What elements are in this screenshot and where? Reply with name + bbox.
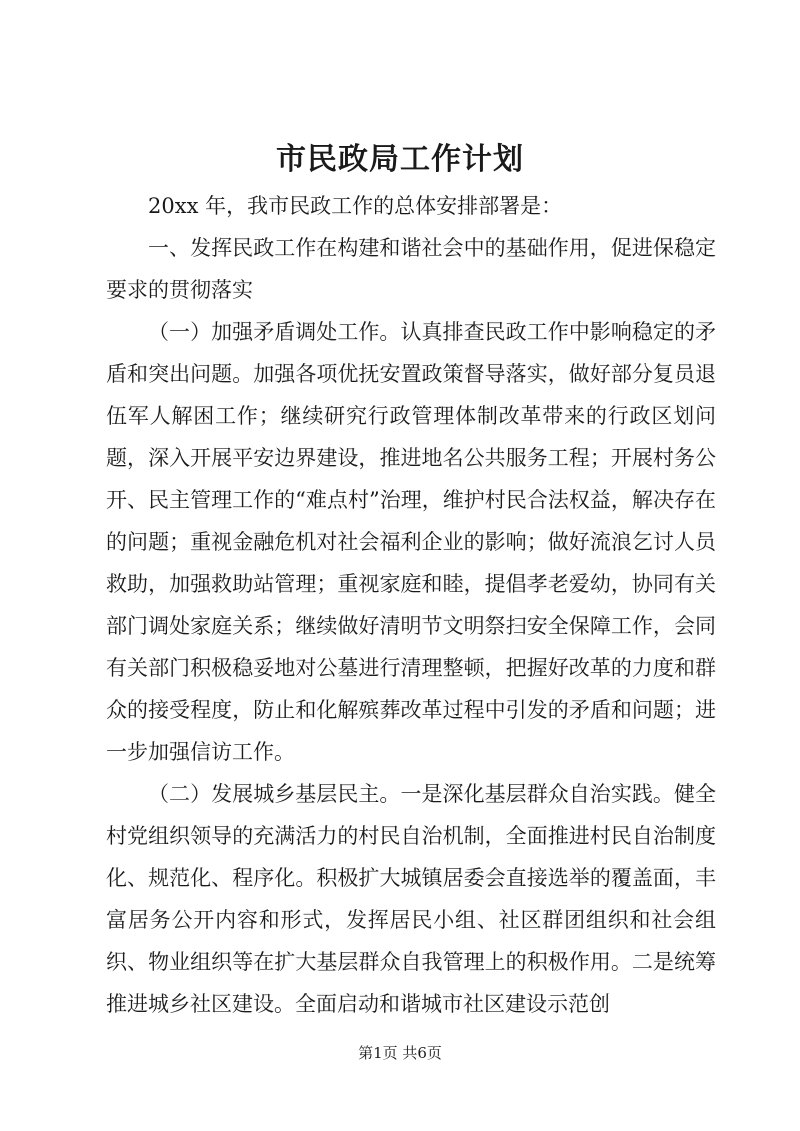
document-body — [106, 185, 716, 1025]
paragraph-section-heading: 一、发挥民政工作在构建和谐社会中的基础作用，促进保稳定要求的贯彻落实 — [106, 236, 716, 302]
document-title: 市民政局工作计划 — [276, 142, 524, 177]
paragraph-conflict-mediation: （一）加强矛盾调处工作。认真排查民政工作中影响稳定的矛盾和突出问题。加强各项优抚安置政策督导落实，做好部分复员退伍军人解困工作；继续研究行政管理体制改革带来的行政区划问题，深入开展平安边界建设，推进地名公共服务工程；开展村务公开、民主管理工作的“难点村”治理，维护村民合法权益，解决存在的问题；重视金融危机对社会福利企业的影响；做好流浪乞讨人员救助，加强救助站管理；重视家庭和睦，提倡孝老爱幼，协同有关部门调处家庭关系；继续做好清明节文明祭扫安全保障工作，会同有关部门积极稳妥地对公墓进行清理整顿，把握好改革的力度和群众的接受程度，防止和化解殡葬改革过程中引发的矛盾和问题；进一步加强信访工作。 — [106, 320, 716, 764]
page-footer: 第1页 共6页 — [358, 1044, 442, 1062]
paragraph-intro: 20xx 年，我市民政工作的总体安排部署是： — [148, 194, 563, 218]
paragraph-grassroots-democracy: （二）发展城乡基层民主。一是深化基层群众自治实践。健全村党组织领导的充满活力的村民自治机制，全面推进村民自治制度化、规范化、程序化。积极扩大城镇居委会直接选举的覆盖面，丰富居务公开内容和形式，发挥居民小组、社区群团组织和社会组织、物业组织等在扩大基层群众自我管理上的积极作用。二是统筹推进城乡社区建设。全面启动和谐城市社区建设示范创 — [106, 782, 716, 1016]
